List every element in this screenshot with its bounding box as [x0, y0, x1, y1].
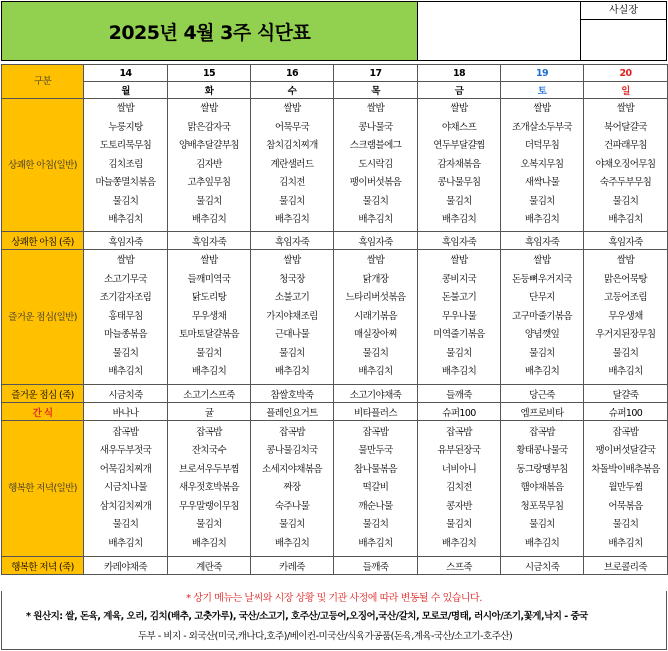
menu-item: 물김치 [196, 347, 222, 359]
day-cell: 월 [84, 82, 168, 99]
menu-item: 잔치국수 [191, 445, 227, 457]
date-cell: 16 [251, 65, 334, 82]
menu-item: 쌀밥 [283, 103, 301, 115]
menu-item: 배추김치 [108, 366, 143, 378]
menu-item: 야채스프 [441, 121, 477, 133]
breakfast-juk-cell: 흑임자죽 [84, 232, 168, 250]
menu-item: 무우나물 [441, 310, 477, 322]
lunch-juk-row [2, 385, 668, 403]
menu-item: 시금치나물 [104, 482, 147, 494]
menu-item: 닭개장 [362, 273, 389, 285]
breakfast-day-cell [168, 99, 251, 232]
menu-item: 매실장아찌 [354, 329, 397, 341]
menu-item: 월만두찜 [608, 482, 643, 494]
menu-item: 배추김치 [274, 537, 310, 549]
breakfast-day-cell [418, 99, 501, 232]
menu-item: 쌀밥 [450, 103, 468, 115]
menu-item: 콩나물국 [358, 121, 393, 133]
menu-item: 잡곡밥 [112, 426, 139, 438]
origin-text-continued: 두부 - 비지 - 외국산(미국,캐나다,호주)/베이컨-미국산/식육가공품(돈육,계육-국산/소고기-호주산) [138, 631, 513, 642]
menu-item: 콩자반 [446, 500, 472, 512]
menu-item: 홍태무침 [108, 310, 143, 322]
menu-item: 우거지된장무침 [595, 329, 656, 341]
menu-item: 쌀밥 [200, 255, 218, 267]
menu-item: 소불고기 [274, 292, 310, 304]
date-cell: 14 [84, 65, 168, 82]
menu-item: 스크램블에그 [349, 140, 402, 152]
menu-item: 고추잎무침 [187, 177, 231, 189]
menu-item: 물김치 [112, 519, 139, 531]
snack-cell: 비타플러스 [334, 403, 418, 421]
menu-item: 콩비지국 [441, 273, 477, 285]
menu-item: 조기감자조림 [99, 292, 152, 304]
menu-item: 도시락김 [358, 158, 393, 170]
breakfast-label: 상쾌한 아침(일반) [2, 99, 84, 232]
menu-item: 쌀밥 [366, 255, 385, 267]
menu-item: 야채오징어무침 [595, 158, 656, 170]
sign-box [581, 1, 667, 61]
lunch-day-cell [168, 250, 251, 385]
menu-item: 토마토달걀볶음 [178, 329, 240, 341]
menu-item: 물김치 [612, 195, 639, 207]
menu-item: 잡곡밥 [446, 426, 472, 438]
menu-item: 고등어조림 [604, 292, 647, 304]
lunch-juk-cell: 소고기야채죽 [334, 385, 418, 403]
dinner-day-cell [501, 421, 584, 557]
menu-item: 물김치 [529, 519, 555, 531]
menu-item: 맑은어묵탕 [604, 273, 647, 285]
menu-item: 배추김치 [608, 537, 643, 549]
menu-item: 깨순나물 [358, 500, 393, 512]
menu-item: 잡곡밥 [362, 426, 389, 438]
dinner-day-cell [334, 421, 418, 557]
lunch-row [2, 250, 668, 385]
menu-item: 어묵김치찌개 [99, 463, 152, 475]
menu-item: 잡곡밥 [612, 426, 639, 438]
menu-item: 무우생채 [608, 310, 643, 322]
date-cell-sunday: 20 [584, 65, 668, 82]
menu-item: 도토리묵무침 [99, 140, 152, 152]
menu-item: 물김치 [279, 195, 305, 207]
menu-item: 오복지무침 [520, 158, 564, 170]
menu-item: 물김치 [362, 347, 389, 359]
dinner-day-cell [584, 421, 668, 557]
breakfast-juk-cell: 흑임자죽 [418, 232, 501, 250]
menu-item: 맑은감자국 [187, 121, 231, 133]
date-cell: 15 [168, 65, 251, 82]
header-blank-box [418, 1, 581, 61]
menu-item: 물김치 [362, 519, 389, 531]
menu-item: 참치김치찌개 [266, 140, 318, 152]
menu-item: 물김치 [612, 347, 639, 359]
menu-item: 햄야채볶음 [520, 482, 564, 494]
breakfast-day-cell [334, 99, 418, 232]
menu-item: 쌀밥 [533, 255, 551, 267]
breakfast-juk-cell: 흑임자죽 [334, 232, 418, 250]
menu-item: 배추김치 [441, 214, 477, 226]
day-cell: 금 [418, 82, 501, 99]
day-row [2, 82, 668, 99]
snack-cell: 바나나 [84, 403, 168, 421]
date-cell: 18 [418, 65, 501, 82]
snack-cell: 플레인요거트 [251, 403, 334, 421]
menu-item: 잡곡밥 [529, 426, 555, 438]
menu-item: 돈등뼈우거지국 [511, 273, 573, 285]
dinner-juk-row [2, 557, 668, 575]
menu-item: 쌀밥 [200, 103, 218, 115]
menu-item: 배추김치 [358, 537, 393, 549]
menu-item: 김치전 [279, 177, 305, 189]
snack-cell: 귤 [168, 403, 251, 421]
menu-item: 가지야채조림 [266, 310, 318, 322]
date-cell: 17 [334, 65, 418, 82]
sign-label: 사실장 [581, 2, 666, 20]
dinner-juk-cell: 브로콜리죽 [584, 557, 668, 575]
menu-item: 팽이버섯볶음 [349, 177, 402, 189]
snack-cell: 슈퍼100 [418, 403, 501, 421]
menu-item: 쌀밥 [116, 103, 135, 115]
menu-item: 숙주두부무침 [599, 177, 652, 189]
lunch-day-cell [418, 250, 501, 385]
menu-item: 배추김치 [524, 366, 560, 378]
menu-item: 닭도리탕 [191, 292, 227, 304]
breakfast-juk-cell: 흑임자죽 [251, 232, 334, 250]
breakfast-juk-row [2, 232, 668, 250]
breakfast-day-cell [84, 99, 168, 232]
menu-item: 배추김치 [274, 214, 310, 226]
menu-item: 배추김치 [274, 366, 310, 378]
lunch-day-cell [251, 250, 334, 385]
menu-item: 팽이버섯달걀국 [595, 445, 656, 457]
lunch-juk-cell: 소고기스프죽 [168, 385, 251, 403]
menu-item: 물만두국 [358, 445, 393, 457]
lunch-label: 즐거운 점심(일반) [2, 250, 84, 385]
menu-item: 쌀밥 [533, 103, 551, 115]
breakfast-juk-cell: 흑임자죽 [584, 232, 668, 250]
dinner-juk-cell: 들깨죽 [334, 557, 418, 575]
date-cell-saturday: 19 [501, 65, 584, 82]
lunch-juk-cell: 들깨죽 [418, 385, 501, 403]
menu-item: 무우생채 [191, 310, 227, 322]
menu-item: 미역줄기볶음 [433, 329, 485, 341]
menu-item: 마늘쫑멸치볶음 [95, 177, 156, 189]
menu-item: 물김치 [196, 519, 222, 531]
menu-item: 들깨미역국 [187, 273, 231, 285]
menu-item: 돈불고기 [441, 292, 477, 304]
menu-item: 유부된장국 [437, 445, 481, 457]
dinner-label: 행복한 저녁(일반) [2, 421, 84, 557]
dinner-day-cell [251, 421, 334, 557]
menu-item: 쌀밥 [616, 255, 635, 267]
lunch-day-cell [501, 250, 584, 385]
menu-item: 계란샐러드 [270, 158, 314, 170]
menu-item: 짜장 [283, 482, 301, 494]
menu-item: 배추김치 [358, 366, 393, 378]
date-row [2, 65, 668, 82]
menu-item: 배추김치 [191, 537, 227, 549]
menu-item: 무우말랭이무침 [178, 500, 240, 512]
menu-item: 물김치 [112, 195, 139, 207]
menu-item: 청포묵무침 [520, 500, 564, 512]
menu-item: 더덕무침 [524, 140, 560, 152]
menu-item: 배추김치 [608, 214, 643, 226]
menu-item: 배추김치 [441, 366, 477, 378]
lunch-juk-cell: 당근죽 [501, 385, 584, 403]
menu-item: 배추김치 [524, 537, 560, 549]
menu-item: 쌀밥 [283, 255, 301, 267]
dinner-day-cell [418, 421, 501, 557]
menu-item: 콩나물무침 [437, 177, 481, 189]
day-cell-sunday: 일 [584, 82, 668, 99]
menu-item: 쌀밥 [366, 103, 385, 115]
menu-item: 양배추달걀부침 [178, 140, 240, 152]
dinner-juk-cell: 스프죽 [418, 557, 501, 575]
menu-item: 배추김치 [108, 214, 143, 226]
menu-item: 물김치 [446, 519, 472, 531]
dinner-row [2, 421, 668, 557]
menu-item: 배추김치 [191, 214, 227, 226]
snack-cell: 슈퍼100 [584, 403, 668, 421]
menu-item: 잡곡밥 [196, 426, 222, 438]
breakfast-day-cell [584, 99, 668, 232]
menu-item: 물김치 [529, 347, 555, 359]
menu-item: 잡곡밥 [279, 426, 305, 438]
lunch-day-cell [84, 250, 168, 385]
lunch-juk-label: 즐거운 점심 (죽) [2, 385, 84, 403]
menu-item: 물김치 [196, 195, 222, 207]
menu-item: 느타리버섯볶음 [345, 292, 406, 304]
menu-table [1, 64, 668, 575]
menu-item: 물김치 [279, 347, 305, 359]
menu-item: 쌀밥 [616, 103, 635, 115]
menu-item: 쌀밥 [450, 255, 468, 267]
menu-item: 어묵볶음 [608, 500, 643, 512]
menu-item: 김치전 [446, 482, 472, 494]
menu-item: 물김치 [446, 195, 472, 207]
snack-cell: 엠프로비타 [501, 403, 584, 421]
snack-label: 간 식 [2, 403, 84, 421]
page-title: 2025년 4월 3주 식단표 [1, 1, 418, 61]
menu-item: 북어달걀국 [604, 121, 647, 133]
dinner-juk-cell: 카레야채죽 [84, 557, 168, 575]
origin-text: * 원산지: 쌀, 돈육, 계육, 오리, 김치(배추, 고춧가루), 국산/소고기, 호주산/고등어,오징어,국산/갈치, 모로코/명태, 러시아/조기,꽃게,낙지 - 중국 [26, 611, 588, 622]
menu-item: 단무지 [529, 292, 555, 304]
menu-item: 차돌박이배추볶음 [591, 463, 660, 475]
breakfast-day-cell [501, 99, 584, 232]
menu-item: 누룽지탕 [108, 121, 143, 133]
menu-item: 새우젓호박볶음 [178, 482, 240, 494]
menu-item: 배추김치 [358, 214, 393, 226]
menu-item: 고구마줄기볶음 [511, 310, 573, 322]
menu-item: 소고기무국 [104, 273, 147, 285]
menu-item: 배추김치 [108, 537, 143, 549]
day-cell: 화 [168, 82, 251, 99]
menu-item: 배추김치 [524, 214, 560, 226]
menu-item: 배추김치 [441, 537, 477, 549]
lunch-day-cell [584, 250, 668, 385]
day-cell-saturday: 토 [501, 82, 584, 99]
menu-item: 동그랑땡부침 [516, 463, 568, 475]
menu-item: 물김치 [612, 519, 639, 531]
menu-item: 너비아니 [441, 463, 477, 475]
day-cell: 수 [251, 82, 334, 99]
dinner-day-cell [84, 421, 168, 557]
dinner-juk-cell: 계란죽 [168, 557, 251, 575]
lunch-juk-cell: 참쌀호박죽 [251, 385, 334, 403]
menu-item: 콩나물김치국 [266, 445, 318, 457]
menu-item: 물김치 [279, 519, 305, 531]
menu-item: 물김치 [446, 347, 472, 359]
breakfast-juk-cell: 흑임자죽 [501, 232, 584, 250]
menu-item: 물김치 [362, 195, 389, 207]
menu-item: 마늘종볶음 [104, 329, 147, 341]
menu-item: 브로셔우두부찜 [178, 463, 240, 475]
menu-item: 물김치 [529, 195, 555, 207]
dinner-juk-cell: 카레죽 [251, 557, 334, 575]
menu-item: 어묵무국 [274, 121, 310, 133]
menu-item: 배추김치 [608, 366, 643, 378]
menu-item: 쌀밥 [116, 255, 135, 267]
menu-item: 근대나물 [274, 329, 310, 341]
lunch-juk-cell: 시금치죽 [84, 385, 168, 403]
menu-item: 새우두부젓국 [99, 445, 152, 457]
menu-item: 소세지야채볶음 [261, 463, 323, 475]
day-cell: 목 [334, 82, 418, 99]
menu-item: 황태콩나물국 [516, 445, 568, 457]
dinner-juk-cell: 시금치죽 [501, 557, 584, 575]
notice-text: * 상기 메뉴는 날씨와 시장 상황 및 기관 사정에 따라 변동될 수 있습니다. [186, 593, 482, 604]
lunch-day-cell [334, 250, 418, 385]
menu-item: 삼치김치찌개 [99, 500, 152, 512]
breakfast-day-cell [251, 99, 334, 232]
menu-item: 배추김치 [191, 366, 227, 378]
menu-item: 숙주나물 [274, 500, 310, 512]
menu-item: 참나물볶음 [354, 463, 397, 475]
menu-item: 김치조림 [108, 158, 143, 170]
menu-item: 건파래무침 [604, 140, 647, 152]
breakfast-juk-label: 상쾌한 아침 (죽) [2, 232, 84, 250]
menu-item: 김자반 [196, 158, 222, 170]
menu-item: 연두부달걀찜 [433, 140, 485, 152]
menu-item: 양념깻잎 [524, 329, 560, 341]
menu-item: 시래기볶음 [354, 310, 397, 322]
snack-row [2, 403, 668, 421]
category-header: 구분 [2, 65, 84, 99]
menu-item: 떡갈비 [362, 482, 389, 494]
lunch-juk-cell: 달걀죽 [584, 385, 668, 403]
menu-item: 물김치 [112, 347, 139, 359]
notes-box [1, 591, 667, 650]
dinner-juk-label: 행복한 저녁 (죽) [2, 557, 84, 575]
menu-item: 감자채볶음 [437, 158, 481, 170]
dinner-day-cell [168, 421, 251, 557]
breakfast-juk-cell: 흑임자죽 [168, 232, 251, 250]
menu-item: 새싹나물 [524, 177, 560, 189]
menu-item: 조개살소두부국 [511, 121, 573, 133]
menu-item: 청국장 [279, 273, 305, 285]
breakfast-row [2, 99, 668, 232]
